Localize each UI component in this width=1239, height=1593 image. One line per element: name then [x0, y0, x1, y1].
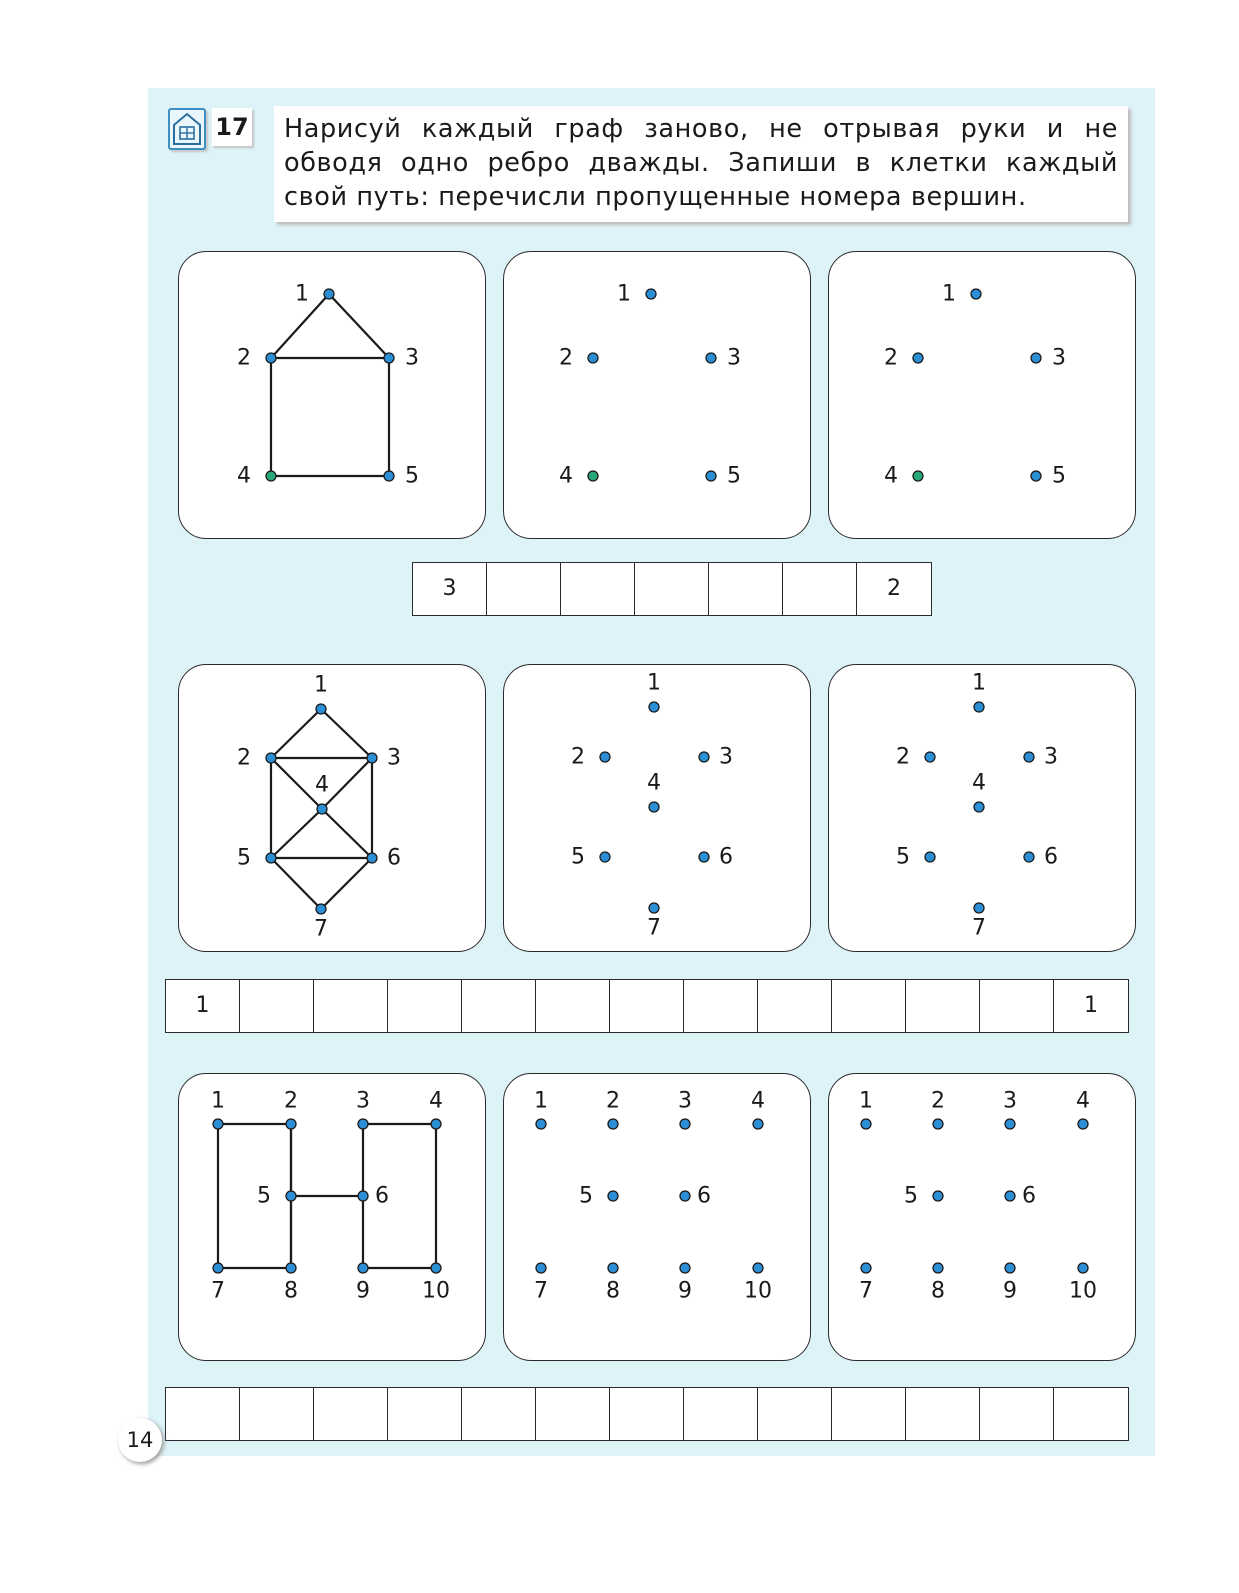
graph-vertex-10	[431, 1263, 441, 1273]
graph-vertex-6	[358, 1191, 368, 1201]
graph-vertex-label: 6	[387, 845, 401, 871]
graph-house-dots-2[interactable]	[829, 252, 1136, 539]
graph-vertex-4[interactable]	[649, 802, 659, 812]
graph-vertex-6	[367, 853, 377, 863]
graph-envelope-dots-1[interactable]	[504, 665, 811, 952]
graph-vertex-label: 3	[1044, 744, 1058, 770]
graph-vertex-label: 10	[744, 1278, 772, 1304]
graph-vertex-3[interactable]	[706, 353, 716, 363]
graph-vertex-label: 4	[559, 463, 573, 489]
graph-card-envelope-example	[178, 664, 486, 952]
graph-vertex-label: 9	[678, 1278, 692, 1304]
graph-vertex-label: 3	[387, 745, 401, 771]
graph-vertex-5[interactable]	[600, 852, 610, 862]
graph-vertex-label: 6	[697, 1183, 711, 1209]
graph-envelope-dots-2[interactable]	[829, 665, 1136, 952]
answer-cell[interactable]: 2	[887, 576, 901, 601]
graph-vertex-label: 1	[972, 670, 986, 696]
graph-vertex-label: 4	[751, 1088, 765, 1114]
graph-vertex-5	[286, 1191, 296, 1201]
graph-edge-4-6	[322, 809, 372, 858]
page-number: 14	[118, 1418, 162, 1462]
graph-vertex-label: 5	[904, 1183, 918, 1209]
graph-vertex-7	[213, 1263, 223, 1273]
graph-vertex-5[interactable]	[1031, 471, 1041, 481]
answer-cell[interactable]	[561, 563, 635, 615]
graph-vertex-label: 3	[678, 1088, 692, 1114]
graph-vertex-9	[358, 1263, 368, 1273]
graph-vertex-10[interactable]	[753, 1263, 763, 1273]
answer-cell[interactable]: 1	[166, 980, 240, 1032]
graph-edge-1-3	[321, 709, 372, 758]
graph-vertex-label: 2	[237, 345, 251, 371]
graph-edge-4-5	[271, 809, 322, 858]
answer-cell[interactable]	[832, 980, 906, 1032]
graph-card-envelope-copy-2[interactable]	[828, 664, 1136, 952]
graph-edge-6-7	[321, 858, 372, 909]
graph-vertex-label: 4	[1076, 1088, 1090, 1114]
graph-vertex-6[interactable]	[1005, 1191, 1015, 1201]
answer-cell[interactable]	[610, 1388, 684, 1440]
graph-envelope	[179, 665, 486, 952]
graph-vertex-label: 5	[237, 845, 251, 871]
graph-vertex-10[interactable]	[1078, 1263, 1088, 1273]
answer-cells-row-3	[165, 1387, 1129, 1441]
answer-cell[interactable]	[906, 1388, 980, 1440]
graph-vertex-2[interactable]	[925, 752, 935, 762]
answer-cell[interactable]	[487, 563, 561, 615]
answer-cell[interactable]: 3	[413, 563, 487, 615]
graph-vertex-label: 7	[534, 1278, 548, 1304]
graph-vertex-label: 5	[1052, 463, 1066, 489]
graph-vertex-label: 2	[931, 1088, 945, 1114]
graph-vertex-label: 2	[237, 745, 251, 771]
graph-vertex-label: 1	[617, 281, 631, 307]
answer-cell[interactable]	[758, 1388, 832, 1440]
graph-vertex-label: 2	[884, 345, 898, 371]
graph-vertex-label: 3	[356, 1088, 370, 1114]
answer-cell[interactable]	[314, 980, 388, 1032]
graph-vertex-label: 8	[284, 1278, 298, 1304]
graph-vertex-7	[316, 904, 326, 914]
graph-vertex-1[interactable]	[974, 702, 984, 712]
graph-vertex-label: 1	[859, 1088, 873, 1114]
answer-cell[interactable]	[166, 1388, 240, 1440]
graph-vertex-5[interactable]	[933, 1191, 943, 1201]
graph-vertex-label: 4	[237, 463, 251, 489]
graph-vertex-3	[384, 353, 394, 363]
graph-vertex-label: 4	[972, 770, 986, 796]
graph-vertex-label: 1	[942, 281, 956, 307]
graph-vertex-label: 2	[606, 1088, 620, 1114]
graph-vertex-5[interactable]	[925, 852, 935, 862]
graph-card-envelope-copy-1[interactable]	[503, 664, 811, 952]
graph-vertex-label: 1	[647, 670, 661, 696]
graph-vertex-label: 3	[727, 345, 741, 371]
answer-cell[interactable]	[462, 1388, 536, 1440]
graph-vertex-2[interactable]	[913, 353, 923, 363]
graph-vertex-3	[358, 1119, 368, 1129]
graph-card-house-example	[178, 251, 486, 539]
graph-vertex-4	[431, 1119, 441, 1129]
graph-vertex-1[interactable]	[861, 1119, 871, 1129]
graph-vertex-5	[384, 471, 394, 481]
graph-vertex-7[interactable]	[649, 903, 659, 913]
graph-vertex-5[interactable]	[608, 1191, 618, 1201]
graph-vertex-label: 7	[972, 915, 986, 941]
graph-card-house-copy-2[interactable]	[828, 251, 1136, 539]
graph-edge-1-2	[271, 709, 321, 758]
graph-vertex-label: 4	[315, 772, 329, 798]
graph-vertex-1[interactable]	[536, 1119, 546, 1129]
answer-cell[interactable]	[758, 980, 832, 1032]
answer-cell[interactable]	[536, 1388, 610, 1440]
graph-edge-1-3	[329, 294, 389, 358]
graph-vertex-7[interactable]	[861, 1263, 871, 1273]
graph-vertex-6[interactable]	[699, 852, 709, 862]
graph-card-house-copy-1[interactable]	[503, 251, 811, 539]
answer-cell[interactable]	[709, 563, 783, 615]
answer-cell[interactable]	[906, 980, 980, 1032]
graph-vertex-label: 2	[284, 1088, 298, 1114]
graph-vertex-2[interactable]	[588, 353, 598, 363]
graph-vertex-4[interactable]	[1078, 1119, 1088, 1129]
graph-vertex-7[interactable]	[974, 903, 984, 913]
graph-vertex-label: 5	[896, 844, 910, 870]
graph-vertex-label: 3	[1003, 1088, 1017, 1114]
graph-vertex-label: 7	[647, 915, 661, 941]
graph-vertex-3	[367, 753, 377, 763]
graph-house-dots-1[interactable]	[504, 252, 811, 539]
graph-vertex-label: 1	[295, 281, 309, 307]
graph-vertex-2	[286, 1119, 296, 1129]
graph-vertex-label: 3	[405, 345, 419, 371]
graph-vertex-label: 5	[727, 463, 741, 489]
answer-cell[interactable]	[635, 563, 709, 615]
graph-vertex-label: 4	[647, 770, 661, 796]
graph-vertex-label: 9	[1003, 1278, 1017, 1304]
graph-edge-5-7	[271, 858, 321, 909]
graph-vertex-2	[266, 353, 276, 363]
graph-vertex-6[interactable]	[1024, 852, 1034, 862]
graph-vertex-4[interactable]	[913, 471, 923, 481]
task-number: 17	[212, 108, 252, 146]
graph-vertex-label: 5	[571, 844, 585, 870]
graph-house	[179, 252, 486, 539]
graph-vertex-label: 1	[534, 1088, 548, 1114]
answer-cell[interactable]	[314, 1388, 388, 1440]
graph-vertex-label: 4	[884, 463, 898, 489]
task-instruction: Нарисуй каждый граф заново, не отрывая руки и не обводя одно ребро дважды. Запиши в клетки каждый свой путь: перечисли пропущенные номера вершин.	[274, 106, 1128, 222]
graph-vertex-1[interactable]	[971, 289, 981, 299]
answer-cell[interactable]	[684, 1388, 758, 1440]
graph-vertex-1	[213, 1119, 223, 1129]
graph-vertex-8	[286, 1263, 296, 1273]
answer-cell[interactable]	[832, 1388, 906, 1440]
graph-vertex-label: 2	[559, 345, 573, 371]
graph-vertex-1[interactable]	[646, 289, 656, 299]
answer-cell[interactable]	[1054, 1388, 1128, 1440]
answer-cell[interactable]	[388, 980, 462, 1032]
answer-cell[interactable]	[536, 980, 610, 1032]
graph-vertex-2	[266, 753, 276, 763]
graph-vertex-3[interactable]	[1024, 752, 1034, 762]
graph-vertex-7[interactable]	[536, 1263, 546, 1273]
graph-vertex-4	[266, 471, 276, 481]
graph-vertex-label: 1	[314, 672, 328, 698]
graph-card-hn-copy-2[interactable]	[828, 1073, 1136, 1361]
answer-cell[interactable]	[783, 563, 857, 615]
graph-vertex-label: 10	[1069, 1278, 1097, 1304]
graph-vertex-1	[324, 289, 334, 299]
graph-vertex-5[interactable]	[706, 471, 716, 481]
graph-vertex-label: 2	[896, 744, 910, 770]
graph-vertex-label: 6	[719, 844, 733, 870]
graph-edge-3-4	[322, 758, 372, 809]
graph-vertex-4[interactable]	[974, 802, 984, 812]
answer-cell[interactable]	[388, 1388, 462, 1440]
graph-vertex-5	[266, 853, 276, 863]
graph-vertex-label: 4	[429, 1088, 443, 1114]
graph-vertex-label: 2	[571, 744, 585, 770]
graph-vertex-4	[317, 804, 327, 814]
graph-vertex-label: 10	[422, 1278, 450, 1304]
graph-vertex-4[interactable]	[588, 471, 598, 481]
graph-vertex-label: 5	[579, 1183, 593, 1209]
graph-vertex-label: 5	[257, 1183, 271, 1209]
answer-cells-row-1	[412, 562, 932, 616]
graph-vertex-3[interactable]	[1031, 353, 1041, 363]
graph-vertex-3[interactable]	[699, 752, 709, 762]
graph-vertex-label: 3	[719, 744, 733, 770]
graph-vertex-label: 7	[859, 1278, 873, 1304]
answer-cell[interactable]	[462, 980, 536, 1032]
answer-cells-row-2	[165, 979, 1129, 1033]
graph-vertex-1	[316, 704, 326, 714]
answer-cell[interactable]	[980, 1388, 1054, 1440]
graph-vertex-1[interactable]	[649, 702, 659, 712]
graph-vertex-8[interactable]	[608, 1263, 618, 1273]
graph-vertex-2[interactable]	[600, 752, 610, 762]
graph-vertex-label: 8	[606, 1278, 620, 1304]
graph-vertex-3[interactable]	[680, 1119, 690, 1129]
graph-vertex-label: 6	[375, 1183, 389, 1209]
graph-vertex-label: 6	[1022, 1183, 1036, 1209]
graph-vertex-label: 8	[931, 1278, 945, 1304]
graph-vertex-label: 1	[211, 1088, 225, 1114]
graph-vertex-label: 7	[314, 916, 328, 942]
graph-hn-dots-1[interactable]	[504, 1074, 811, 1361]
graph-vertex-9[interactable]	[1005, 1263, 1015, 1273]
answer-cell[interactable]	[980, 980, 1054, 1032]
answer-cell[interactable]	[240, 980, 314, 1032]
graph-vertex-label: 9	[356, 1278, 370, 1304]
graph-vertex-8[interactable]	[933, 1263, 943, 1273]
graph-card-hn-copy-1[interactable]	[503, 1073, 811, 1361]
answer-cell[interactable]	[240, 1388, 314, 1440]
answer-cell[interactable]: 1	[1084, 993, 1098, 1018]
graph-hn	[179, 1074, 486, 1361]
graph-vertex-6[interactable]	[680, 1191, 690, 1201]
graph-vertex-2[interactable]	[608, 1119, 618, 1129]
graph-vertex-label: 6	[1044, 844, 1058, 870]
home-icon	[168, 108, 206, 150]
answer-cell[interactable]	[684, 980, 758, 1032]
graph-vertex-4[interactable]	[753, 1119, 763, 1129]
graph-vertex-label: 5	[405, 463, 419, 489]
graph-vertex-label: 7	[211, 1278, 225, 1304]
answer-cell[interactable]	[610, 980, 684, 1032]
graph-vertex-3[interactable]	[1005, 1119, 1015, 1129]
graph-vertex-9[interactable]	[680, 1263, 690, 1273]
graph-vertex-label: 3	[1052, 345, 1066, 371]
graph-hn-dots-2[interactable]	[829, 1074, 1136, 1361]
graph-vertex-2[interactable]	[933, 1119, 943, 1129]
graph-card-hn-example	[178, 1073, 486, 1361]
